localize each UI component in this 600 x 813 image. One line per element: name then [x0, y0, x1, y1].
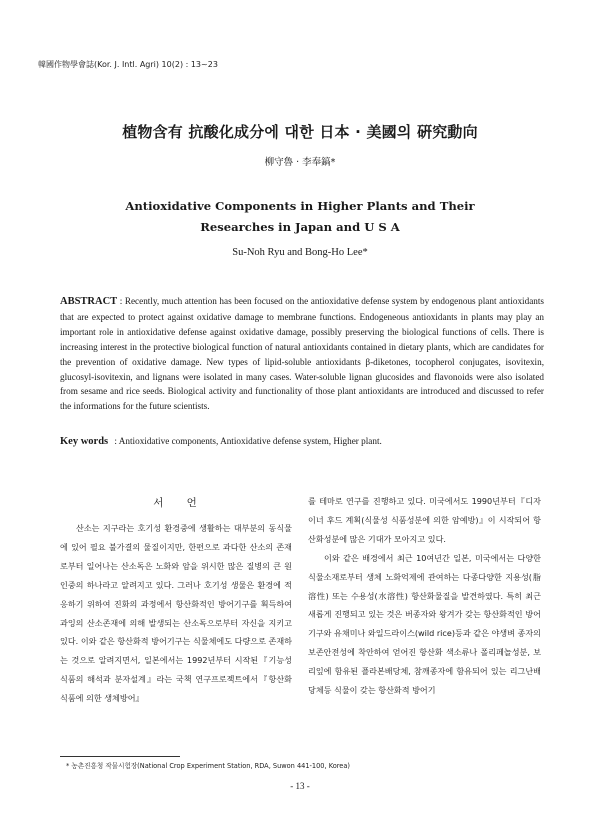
english-title-line-1: Antioxidative Components in Higher Plants and Their [125, 199, 475, 213]
footnote-divider [60, 756, 180, 757]
english-authors: Su-Noh Ryu and Bong-Ho Lee* [232, 247, 368, 258]
abstract-text: : Recently, much attention has been focused on the antioxidative defense system by endogenous plant antioxidants that are expected to protect against oxidative damage to membrane functions. Endogeneous antioxidants in plants may play an important role in antioxidative defense against oxidative damage, possibly preserving the biological functions of cells. There is increasing interest in the protective biological function of natural antioxidants contained in dietary plants, which are candidates for the prevention of oxidative damage. New types of lipid-soluble antioxidants β-diketones, tocopherol conjugates, isovitexin, glucosyl-isovitexin, and lignans were isolated in many cases. Water-soluble lignan glucosides and flavonoids were also isolated from sesame and rice seeds. Biological activity and functionality of those plant antioxidants are introduced and discussed to refer the informations for the future scientists. [60, 296, 544, 412]
english-title [0, 196, 600, 238]
korean-title: 植物含有 抗酸化成分에 대한 日本 · 美國의 硏究動向 [122, 123, 478, 141]
english-title-line-2: Researches in Japan and U S A [200, 220, 400, 234]
footnote: * 농촌진흥청 작물시험장(National Crop Experiment Station, RDA, Suwon 441-100, Korea) [66, 762, 350, 770]
right-paragraph-1: 를 테마로 연구를 진행하고 있다. 미국에서도 1990년부터『디자이너 후드 계획(식물성 식품성분에 의한 암예방)』이 시작되어 항산화성분에 많은 기대가 모아지고 있다. [308, 496, 541, 544]
right-column [308, 492, 541, 700]
page-number: - 13 - [290, 781, 310, 791]
abstract [60, 294, 544, 414]
keywords [60, 436, 544, 447]
korean-authors: 柳守魯 · 李奉鎬* [264, 157, 336, 168]
left-column [60, 519, 292, 708]
journal-header: 韓國作物學會誌(Kor. J. Intl. Agri) 10(2) : 13~23 [38, 60, 218, 69]
left-paragraph-1: 산소는 지구라는 호기성 환경중에 생활하는 대부분의 동식물에 있어 필요 불가결의 물질이지만, 한편으로 과다한 산소의 존재로부터 일어나는 산소독은 노화와 암을 위시한 많은 질병의 큰 원인중의 하나라고 알려지고 있다. 그러나 호기성 생물은 환경에 적응하기 위하여 진화의 과정에서 항산화적인 방어기구를 획득하여 과잉의 산소존재에 의해 발생되는 산소독으로부터 자신을 지키고 있다. 이와 같은 항산화적 방어기구는 식물체에도 다량으로 존재하는 것으로 알려지면서, 일본에서는 1992년부터 시작된『기능성 식품의 해석과 분자설계』라는 국책 연구프로젝트에서『항산화 식품에 의한 생체방어』 [60, 523, 292, 704]
section-title-introduction: 서 언 [153, 497, 197, 509]
keywords-text: : Antioxidative components, Antioxidative defense system, Higher plant. [112, 436, 382, 446]
abstract-label: ABSTRACT [60, 296, 118, 307]
keywords-label: Key words [60, 436, 109, 447]
right-paragraph-2: 이와 같은 배경에서 최근 10여년간 일본, 미국에서는 다양한 식물소재로부터 생체 노화억제에 관여하는 다종다양한 지용성(脂溶性) 또는 수용성(水溶性) 항산화물질을 발견하였다. 특히 최근 새롭게 진행되고 있는 것은 버종자와 왕겨가 갖는 항산화적인 방어기구와 유채미나 와일드라이스(wild rice)등과 같은 야생벼 종자의 보존안전성에 착안하여 얻어진 항산화 색소류나 폴리페놀성분, 보리잎에 함유된 플라본배당체, 참깨종자에 함유되어 있는 리그난배당체등 식물이 갖는 항산화적 방어기 [308, 552, 541, 696]
